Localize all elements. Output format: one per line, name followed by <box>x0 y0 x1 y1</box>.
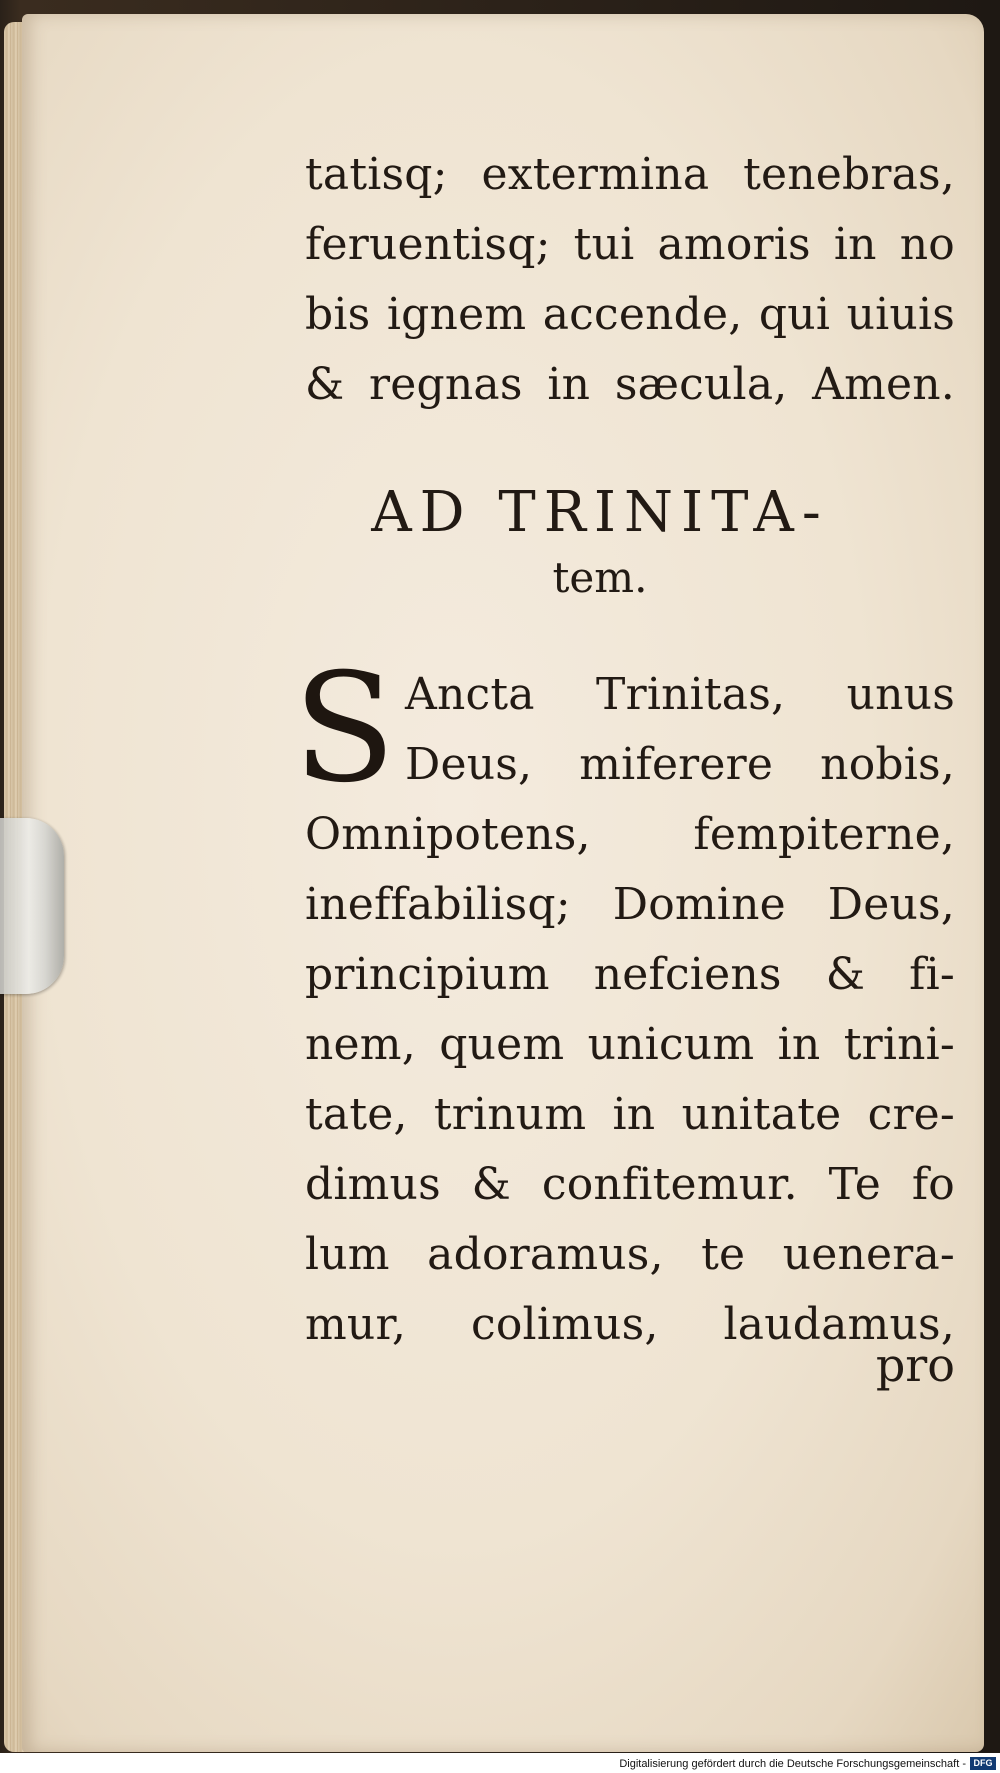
catchword: pro <box>875 1338 955 1392</box>
drop-cap: S <box>293 642 396 816</box>
text-line: lum adoramus, te uenera- <box>305 1229 955 1280</box>
text-line: & regnas in sæcula, Amen. <box>305 359 955 410</box>
text-line: Omnipotens, fempiterne, <box>305 809 955 860</box>
text-line: nem, quem unicum in trini- <box>305 1019 955 1070</box>
text-line: Deus, miferere nobis, <box>405 739 955 790</box>
heading-title: AD TRINITA- <box>371 480 829 545</box>
dfg-logo-icon: DFG <box>970 1757 996 1770</box>
text-line: ineffabilisq; Domine Deus, <box>305 879 955 930</box>
text-line: tate, trinum in unitate cre- <box>305 1089 955 1140</box>
footer-bar <box>0 1753 1000 1773</box>
text-line: dimus & confitemur. Te fo <box>305 1159 955 1210</box>
text-line: bis ignem accende, qui uiuis <box>305 289 955 340</box>
text-line: feruentisq; tui amoris in no <box>305 219 955 270</box>
funding-credit: Digitalisierung gefördert durch die Deutsche Forschungsgemeinschaft - <box>619 1758 966 1770</box>
text-line: tatisq; extermina tenebras, <box>305 149 955 200</box>
text-line: mur, colimus, laudamus, <box>305 1299 955 1350</box>
top-text-block <box>305 140 955 420</box>
text-line: principium nefciens & fi- <box>305 949 955 1000</box>
book-clip <box>0 818 64 994</box>
heading-title-continuation: tem. <box>552 553 648 602</box>
text-line: Ancta Trinitas, unus <box>405 669 955 720</box>
section-heading <box>300 478 900 606</box>
prayer-text <box>293 642 955 1360</box>
